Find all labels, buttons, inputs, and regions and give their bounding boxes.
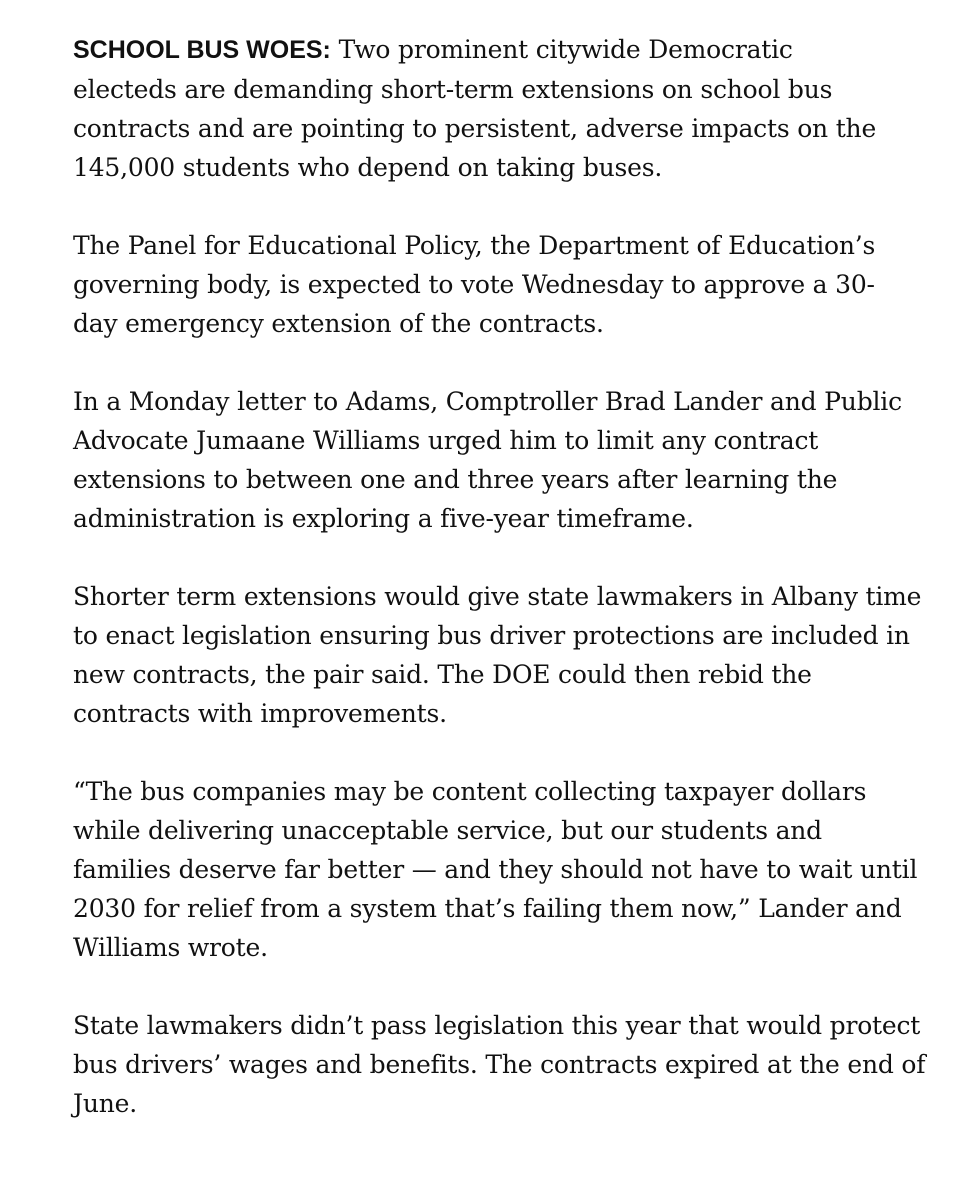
paragraph-6-line-2: bus drivers’ wages and benefits. The contracts expired at the end of [73, 1050, 926, 1079]
paragraph-1-line-4: 145,000 students who depend on taking buses. [73, 153, 663, 182]
paragraph-2-line-2: governing body, is expected to vote Wednesday to approve a 30- [73, 270, 875, 299]
paragraph-3-line-3: extensions to between one and three years after learning the [73, 465, 838, 494]
paragraph-6-line-1: State lawmakers didn’t pass legislation this year that would protect [73, 1011, 921, 1040]
paragraph-5-line-4: 2030 for relief from a system that’s failing them now,” Lander and [73, 894, 902, 923]
paragraph-4-line-4: contracts with improvements. [73, 699, 447, 728]
paragraph-3-line-2: Advocate Jumaane Williams urged him to limit any contract [73, 426, 819, 455]
paragraph-5-quote [73, 772, 923, 967]
paragraph-5-line-5: Williams wrote. [73, 933, 268, 962]
paragraph-3-line-4: administration is exploring a five-year timeframe. [73, 504, 694, 533]
paragraph-4-line-1: Shorter term extensions would give state lawmakers in Albany time [73, 582, 922, 611]
paragraph-6-line-3: June. [73, 1089, 137, 1118]
paragraph-3-line-1: In a Monday letter to Adams, Comptroller Brad Lander and Public [73, 387, 902, 416]
paragraph-5-line-2: while delivering unacceptable service, but our students and [73, 816, 822, 845]
paragraph-1-line-1 [73, 30, 923, 70]
paragraph-1 [73, 30, 923, 187]
paragraph-5-line-1: “The bus companies may be content collecting taxpayer dollars [73, 777, 867, 806]
paragraph-4 [73, 577, 923, 733]
paragraph-2-line-1: The Panel for Educational Policy, the Department of Education’s [73, 231, 876, 260]
paragraph-2 [73, 226, 923, 343]
paragraph-5-line-3: families deserve far better — and they should not have to wait until [73, 855, 918, 884]
paragraph-4-line-2: to enact legislation ensuring bus driver protections are included in [73, 621, 910, 650]
paragraph-4-line-3: new contracts, the pair said. The DOE could then rebid the [73, 660, 812, 689]
paragraph-6 [73, 1006, 926, 1123]
article-body [73, 30, 926, 1162]
paragraph-2-line-3: day emergency extension of the contracts. [73, 309, 604, 338]
paragraph-1-line-2: electeds are demanding short-term extensions on school bus [73, 75, 833, 104]
paragraph-3 [73, 382, 923, 538]
paragraph-1-line-3: contracts and are pointing to persistent, adverse impacts on the [73, 114, 877, 143]
kicker-heading: SCHOOL BUS WOES: [73, 36, 331, 64]
paragraph-1-line-1-text: Two prominent citywide Democratic [330, 35, 793, 64]
